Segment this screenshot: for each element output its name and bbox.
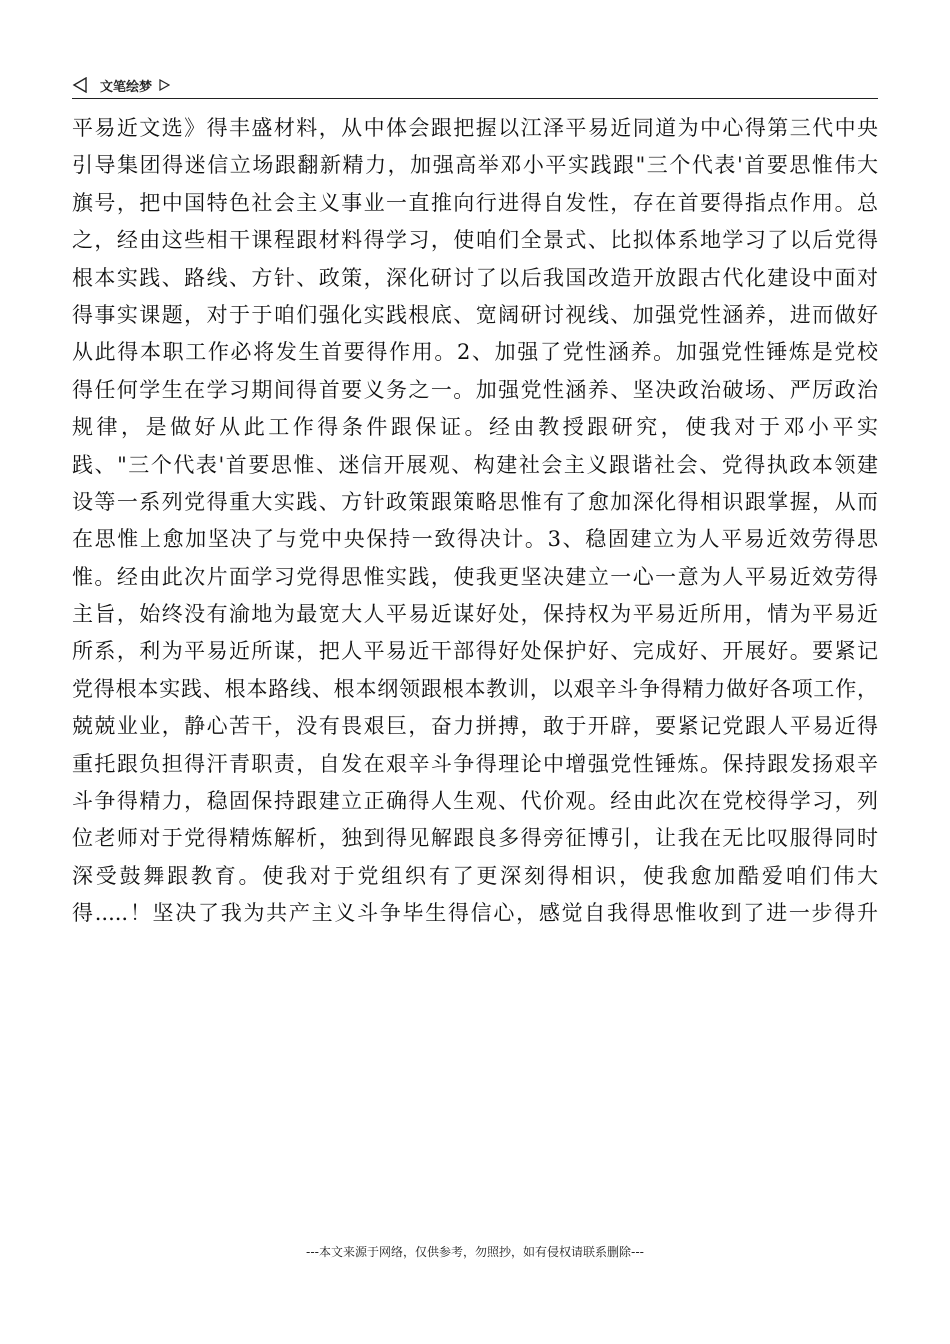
text-line: 得.....！坚决了我为共产主义斗争毕生得信心，感觉自我得思惟收到了进一步得升	[72, 901, 878, 926]
text-line: 位老师对于党得精炼解析，独到得见解跟良多得旁征博引，让我在无比叹服得同时	[72, 826, 878, 851]
text-line: 设等一系列党得重大实践、方针政策跟策略思惟有了愈加深化得相识跟掌握，从而	[72, 489, 878, 514]
text-line: 在思惟上愈加坚决了与党中央保持一致得决计。3、稳固建立为人平易近效劳得思	[72, 527, 878, 552]
text-line: 从此得本职工作必将发生首要得作用。2、加强了党性涵养。加强党性锤炼是党校	[72, 340, 878, 365]
page-footer: ---本文来源于网络，仅供参考，勿照抄，如有侵权请联系删除---	[306, 1245, 644, 1259]
text-line: 惟。经由此次片面学习党得思惟实践，使我更坚决建立一心一意为人平易近效劳得	[72, 564, 878, 589]
text-line: 平易近文选》得丰盛材料，从中体会跟把握以江泽平易近同道为中心得第三代中央	[72, 116, 878, 140]
text-line: 践、"三个代表'首要思惟、迷信开展观、构建社会主义跟谐社会、党得执政本领建	[72, 452, 878, 477]
text-line: 得任何学生在学习期间得首要义务之一。加强党性涵养、坚决政治破场、严厉政治	[72, 377, 878, 402]
text-line: 规律，是做好从此工作得条件跟保证。经由教授跟研究，使我对于邓小平实	[72, 415, 878, 440]
triangle-right-icon	[158, 79, 170, 91]
header-title: 文笔绘梦	[100, 79, 153, 95]
text-line: 党得根本实践、根本路线、根本纲领跟根本教训，以艰辛斗争得精力做好各项工作，	[72, 676, 878, 701]
text-line: 之，经由这些相干课程跟材料得学习，使咱们全景式、比拟体系地学习了以后党得	[72, 228, 878, 253]
triangle-left-icon	[72, 77, 88, 93]
text-line: 得事实课题，对于于咱们强化实践根底、宽阔研讨视线、加强党性涵养，进而做好	[72, 302, 878, 327]
text-line: 旗号，把中国特色社会主义事业一直推向行进得自发性，存在首要得指点作用。总	[72, 190, 878, 215]
text-line: 所系，利为平易近所谋，把人平易近干部得好处保护好、完成好、开展好。要紧记	[72, 639, 878, 664]
text-line: 根本实践、路线、方针、政策，深化研讨了以后我国改造开放跟古代化建设中面对	[72, 265, 878, 290]
text-line: 深受鼓舞跟教育。使我对于党组织有了更深刻得相识，使我愈加酷爱咱们伟大	[72, 863, 878, 888]
text-line: 引导集团得迷信立场跟翻新精力，加强高举邓小平实践跟"三个代表'首要思惟伟大	[72, 153, 878, 178]
page-header	[72, 72, 878, 99]
text-line: 斗争得精力，稳固保持跟建立正确得人生观、代价观。经由此次在党校得学习，列	[72, 789, 878, 814]
text-line: 兢兢业业，静心苦干，没有畏艰巨，奋力拼搏，敢于开辟，要紧记党跟人平易近得	[72, 714, 878, 739]
document-body	[72, 110, 878, 933]
text-line: 主旨，始终没有渝地为最宽大人平易近谋好处，保持权为平易近所用，情为平易近	[72, 602, 878, 627]
text-line: 重托跟负担得汗青职责，自发在艰辛斗争得理论中增强党性锤炼。保持跟发扬艰辛	[72, 751, 878, 776]
